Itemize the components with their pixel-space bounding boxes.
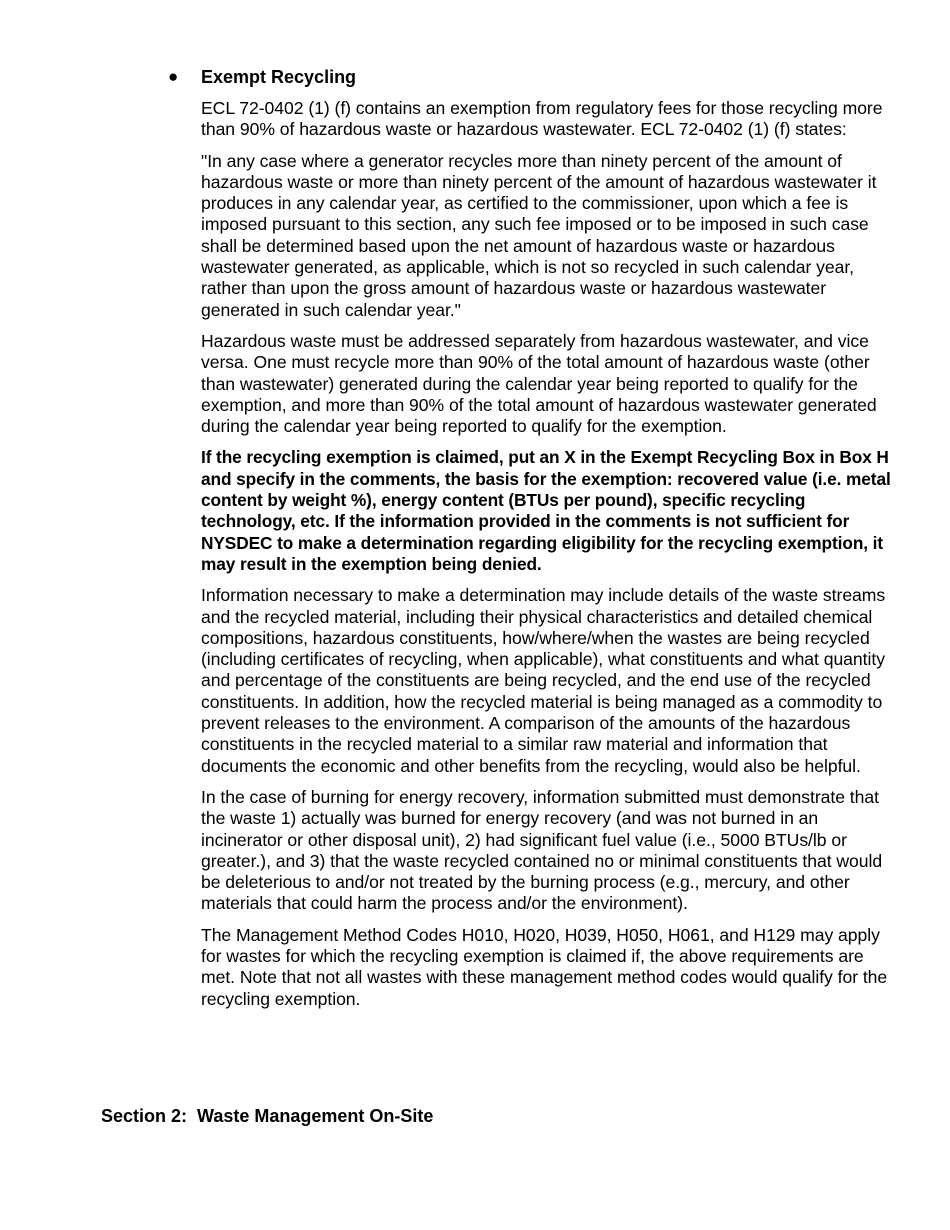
paragraph-separate-addressing: Hazardous waste must be addressed separately from hazardous wastewater, and vice versa. One must recycle more than 90% of the total amount of hazardous waste (other than wastewater) generated during the calendar year being reported to qualify for the exemption, and more than 90% of the total amount of hazardous wastewater generated during the calendar year being reported to qualify for the exemption. (201, 330, 877, 437)
paragraph-determination-info: Information necessary to make a determination may include details of the waste streams and the recycled material, including their physical characteristics and detailed chemical compositions, hazardous constituents, how/where/when the wastes are being recycled (including certificates of recycling, when applicable), what constituents and what quantity and percentage of the constituents are being recycled, and the end use of the recycled constituents. In addition, how the recycled material is being managed as a commodity to prevent releases to the environment. A comparison of the amounts of the hazardous constituents in the recycled material to a similar raw material and information that documents the economic and other benefits from the recycling, would also be helpful. (201, 585, 886, 776)
paragraph-exemption-intro: ECL 72-0402 (1) (f) contains an exemption from regulatory fees for those recycling more than 90% of hazardous waste or hazardous wastewater. ECL 72-0402 (1) (f) states: (201, 98, 883, 140)
paragraph-energy-recovery: In the case of burning for energy recovery, information submitted must demonstrate that the waste 1) actually was burned for energy recovery (and was not burned in an incinerator or other disposal unit), 2) had significant fuel value (i.e., 5000 BTUs/lb or greater.), and 3) that the waste recycled contained no or minimal constituents that would be deleterious to and/or not treated by the burning process (e.g., mercury, and other materials that could harm the process and/or the environment). (201, 786, 883, 914)
bullet-dot-icon: ● (168, 67, 179, 86)
paragraph-claim-instructions: If the recycling exemption is claimed, put an X in the Exempt Recycling Box in Box H and specify in the comments, the basis for the exemption: recovered value (i.e. metal content by weight %), energy content (BTUs per pound), specific recycling technology, etc. If the information provided in the comments is not sufficient for NYSDEC to make a determination regarding eligibility for the recycling exemption, it may result in the exemption being denied. (201, 447, 891, 574)
paragraph-management-codes: The Management Method Codes H010, H020, H039, H050, H061, and H129 may apply for wastes for which the recycling exemption is claimed if, the above requirements are met. Note that not all wastes with these management method codes would qualify for the recycling exemption. (201, 924, 888, 1009)
section-heading: Section 2: Waste Management On-Site (101, 1106, 434, 1126)
bullet-body (201, 98, 898, 1020)
paragraph-statute-quote: "In any case where a generator recycles more than ninety percent of the amount of hazardous waste or more than ninety percent of the amount of hazardous wastewater it produces in any calendar year, as certified to the commissioner, upon which a fee is imposed pursuant to this section, any such fee imposed or to be imposed in such case shall be determined based upon the net amount of hazardous waste or hazardous wastewater generated, as applicable, which is not so recycled in such calendar year, rather than upon the gross amount of hazardous waste or hazardous wastewater generated in such calendar year." (201, 150, 877, 320)
bullet-heading: Exempt Recycling (201, 67, 357, 87)
